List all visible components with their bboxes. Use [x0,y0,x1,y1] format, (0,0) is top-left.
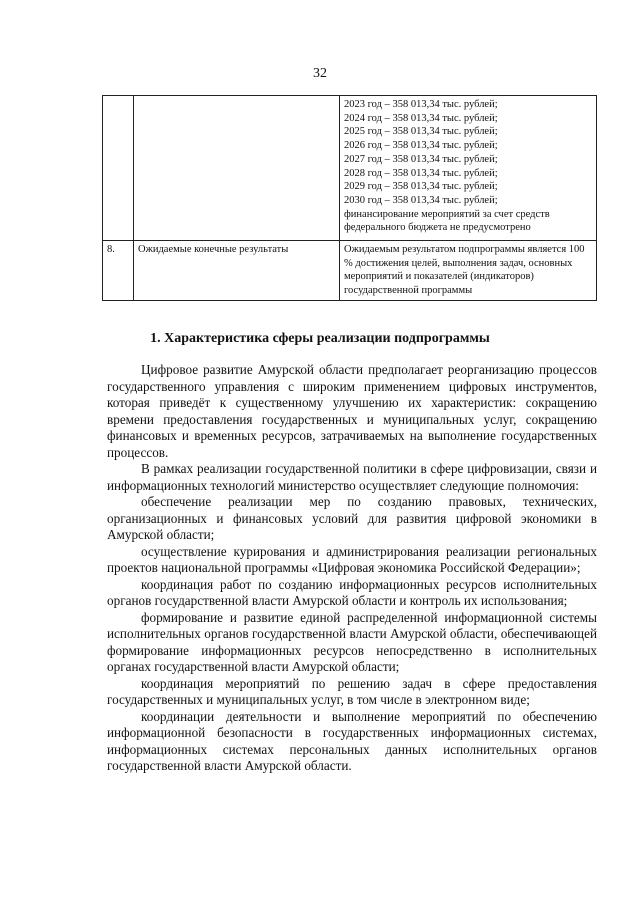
funding-line: 2024 год – 358 013,34 тыс. рублей; [344,112,498,124]
row-label-cell: Ожидаемые конечные результаты [134,241,340,301]
funding-note: федерального бюджета не предусмотрено [344,222,531,234]
paragraph: обеспечение реализации мер по созданию правовых, технических, организационных и финансовых условий для развития цифровой экономики в Амурской области; [107,494,597,542]
funding-line: 2023 год – 358 013,34 тыс. рублей; [344,99,498,110]
row-number-cell: 8. [103,241,134,301]
table-row-funding [103,96,597,241]
paragraph: формирование и развитие единой распределенной информационной системы исполнительных органов государственной власти Амурской области, обеспечивающей формирование информационных ресурсов непосредственно в исполнительных органах государственной власти Амурской области; [107,609,597,674]
funding-note: финансирование мероприятий за счет средств [344,208,550,220]
row-label-cell [134,96,340,241]
funding-line: 2029 год – 358 013,34 тыс. рублей; [344,181,498,193]
results-cell [340,241,597,301]
paragraph: Цифровое развитие Амурской области предполагает реорганизацию процессов государственного управления с широким применением цифровых инструментов, которая приведёт к существенному улучшению их характеристик: сокращению времени предоставления государственных и муниципальных услуг, сокращению финансовых и временных ресурсов, затрачиваемых на выполнение государственных процессов. [107,362,597,460]
page-number: 32 [313,66,327,81]
funding-line: 2028 год – 358 013,34 тыс. рублей; [344,167,498,179]
paragraph: осуществление курирования и администрирования реализации региональных проектов национальной программы «Цифровая экономика Российской Федерации»; [107,543,597,575]
paragraph: В рамках реализации государственной политики в сфере цифровизации, связи и информационных технологий министерство осуществляет следующие полномочия: [107,461,597,493]
paragraph: координации деятельности и выполнение мероприятий по обеспечению информационной безопасности в государственных информационных системах, информационных системах персональных данных исполнительных органов государственной власти Амурской области. [107,708,597,773]
passport-table [102,95,597,301]
funding-line: 2025 год – 358 013,34 тыс. рублей; [344,126,498,138]
funding-cell [340,96,597,241]
paragraph: координация мероприятий по решению задач в сфере предоставления государственных и муниципальных услуг, в том числе в электронном виде; [107,675,597,707]
paragraph: координация работ по созданию информационных ресурсов исполнительных органов государственной власти Амурской области и контроль их использования; [107,576,597,608]
funding-line: 2030 год – 358 013,34 тыс. рублей; [344,194,498,206]
row-number-cell [103,96,134,241]
results-text: Ожидаемым результатом подпрограммы является 100 % достижения целей, выполнения задач, основных мероприятий и показателей (индикаторов) государственной программы [344,244,585,297]
funding-line: 2026 год – 358 013,34 тыс. рублей; [344,140,498,152]
section-title: 1. Характеристика сферы реализации подпрограммы [150,331,490,346]
table-row-results [103,241,597,301]
body-text [107,362,597,775]
funding-line: 2027 год – 358 013,34 тыс. рублей; [344,153,498,165]
